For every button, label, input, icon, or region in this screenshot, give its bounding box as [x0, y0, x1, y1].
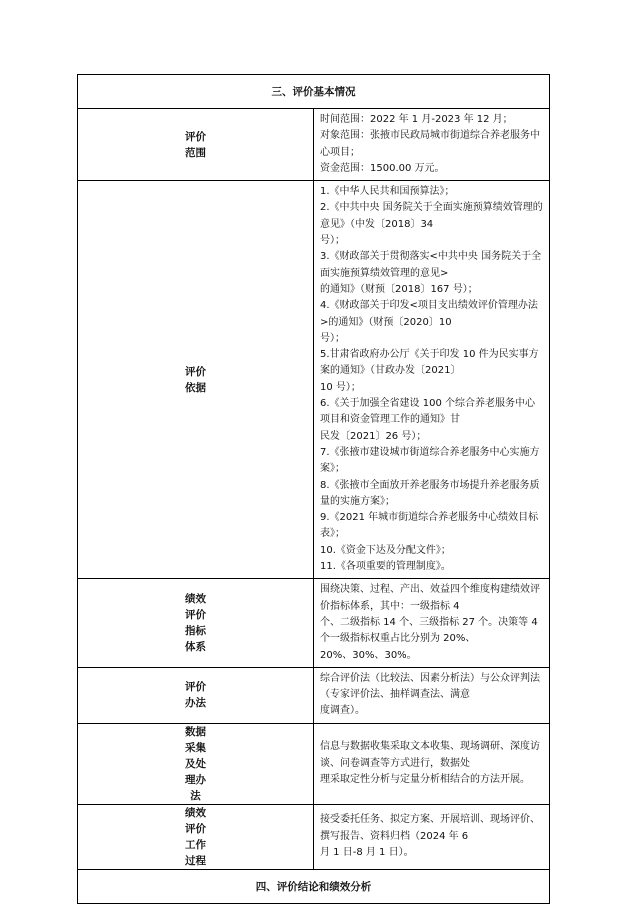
basis-line: 7.《张掖市建设城市街道综合养老服务中心实施方案》； — [320, 446, 540, 475]
row-label-indicators: 绩效评价指标体系 — [78, 579, 314, 667]
process-line: 月 1 日-8 月 1 日）。 — [320, 846, 414, 858]
basis-line: 6.《关于加强全省建设 100 个综合养老服务中心项目和资金管理工作的通知》甘 — [320, 398, 535, 426]
row-label-basis: 评价依据 — [78, 181, 314, 579]
method-line: 综合评价法（比较法、因素分析法）与公众评判法（专家评价法、抽样调查法、满意 — [320, 672, 540, 701]
indicators-line: 20%、30%、30%。 — [320, 649, 417, 661]
basis-line: 8.《张掖市全面放开养老服务市场提升养老服务质量的实施方案》； — [320, 479, 540, 507]
row-content-scope — [314, 109, 550, 181]
basis-line: 1.《中华人民共和国预算法》； — [320, 186, 455, 198]
row-label-scope: 评价范围 — [78, 109, 314, 181]
basis-line: 号）； — [320, 332, 345, 344]
basis-line: 2.《中共中央 国务院关于全面实施预算绩效管理的意见》（中发〔2018〕34 — [320, 202, 543, 230]
row-content-process — [314, 804, 550, 869]
basis-line: 10.《资金下达及分配文件》； — [320, 544, 451, 556]
basis-line: 号）； — [320, 235, 345, 247]
scope-line: 资金范围：1500.00 万元。 — [320, 162, 445, 174]
evaluation-table — [77, 74, 550, 904]
indicators-line: 围绕决策、过程、产出、效益四个维度构建绩效评价指标体系，其中：一级指标 4 — [320, 584, 540, 612]
scope-line: 对象范围：张掖市民政局城市街道综合养老服务中心项目； — [320, 130, 540, 158]
row-label-data-collection: 数据采集及处理办法 — [78, 723, 314, 804]
row-label-method: 评价办法 — [78, 667, 314, 723]
row-content-data-collection — [314, 723, 550, 804]
section-heading-basic: 三、评价基本情况 — [78, 75, 550, 109]
row-label-process: 绩效评价工作过程 — [78, 804, 314, 869]
data-collection-line: 信息与数据收集采取文本收集、现场调研、深度访谈、问卷调查等方式进行，数据处 — [320, 741, 540, 769]
row-content-basis — [314, 181, 550, 579]
scope-line: 时间范围：2022 年 1 月-2023 年 12 月； — [320, 114, 513, 125]
data-collection-line: 理采取定性分析与定量分析相结合的方法开展。 — [320, 773, 530, 785]
process-line: 接受委托任务、拟定方案、开展培训、现场评价、撰写报告、资料归档（2024 年 6 — [320, 814, 540, 842]
basis-line: 4.《财政部关于印发<项目支出绩效评价管理办法>的通知》（财预〔2020〕10 — [320, 300, 538, 328]
basis-line: 5.甘肃省政府办公厅《关于印发 10 件为民实事方案的通知》（甘政办发〔2021〕 — [320, 349, 539, 377]
method-line: 度调查）。 — [320, 705, 365, 717]
basis-line: 11.《各项重要的管理制度》。 — [320, 561, 451, 573]
indicators-line: 个、二级指标 14 个、三级指标 27 个。决策等 4 个一级指标权重占比分别为 20%、 — [320, 616, 538, 645]
basis-line: 3.《财政部关于贯彻落实<中共中央 国务院关于全面实施预算绩效管理的意见> — [320, 251, 542, 279]
row-content-method — [314, 667, 550, 723]
basis-line: 民发〔2021〕26 号）； — [320, 430, 427, 442]
basis-line: 9.《2021 年城市街道综合养老服务中心绩效目标表》； — [320, 512, 539, 540]
row-content-indicators — [314, 579, 550, 667]
basis-line: 10 号）； — [320, 381, 361, 393]
section-heading-conclusion: 四、评价结论和绩效分析 — [78, 869, 550, 903]
basis-line: 的通知》（财预〔2018〕167 号）； — [320, 283, 478, 295]
